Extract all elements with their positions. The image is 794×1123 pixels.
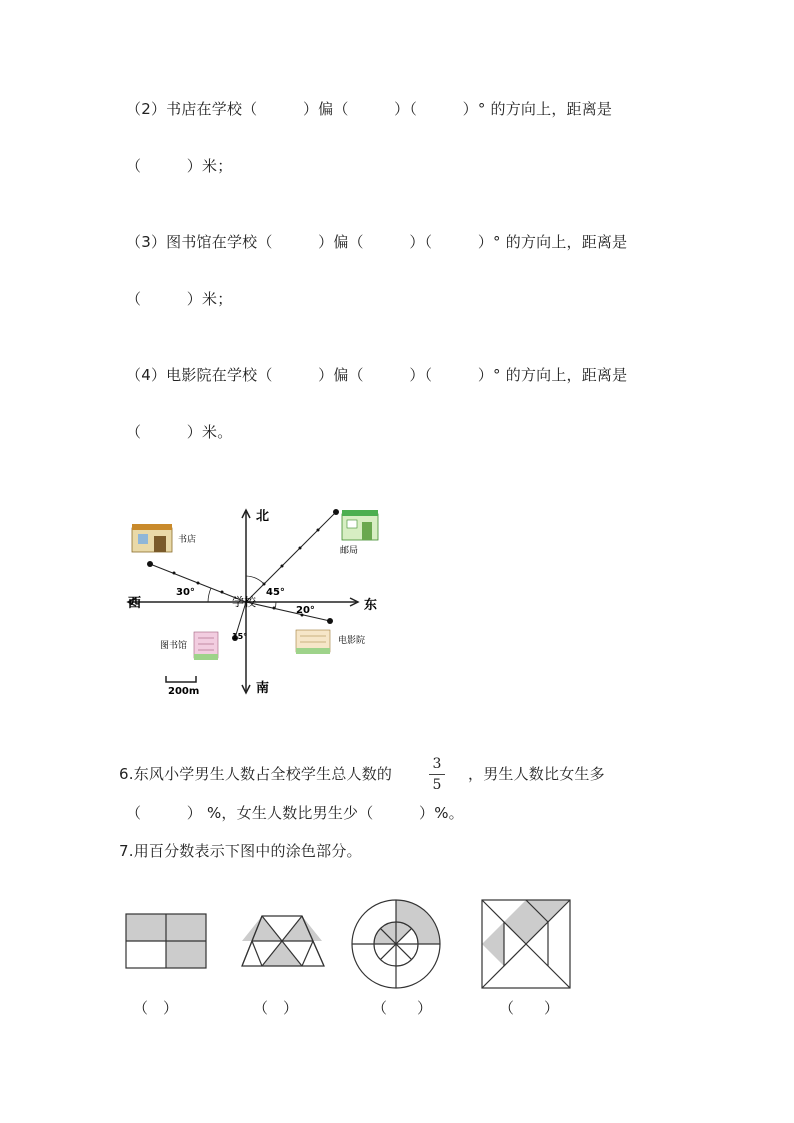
post-office-point: [333, 509, 339, 515]
scale-bar: [166, 676, 196, 682]
cinema-line: [246, 602, 330, 621]
post-office-icon: [342, 510, 378, 540]
angle-post-label: 45°: [266, 587, 285, 598]
q7-fig-trapezoid: [240, 914, 326, 968]
q7-answer-2[interactable]: （ ）: [253, 999, 299, 1017]
q5-item3-line1: （3）图书馆在学校（ ）偏（ ）（ ）° 的方向上，距离是: [126, 233, 628, 251]
q5-item4-line1: （4）电影院在学校（ ）偏（ ）（ ）° 的方向上，距离是: [126, 366, 628, 384]
cinema-icon: [296, 630, 330, 654]
q7-answer-3[interactable]: （ ）: [372, 999, 433, 1017]
q6-fraction-denominator: 5: [432, 777, 442, 793]
library-icon: [194, 632, 218, 660]
q7-fig-circles: [348, 896, 444, 992]
q5-item3-line2: （ ）米；: [126, 290, 233, 308]
q7-answer-1[interactable]: （ ）: [133, 999, 179, 1017]
south-label: 南: [256, 681, 270, 696]
q5-item4-line2: （ ）米。: [126, 423, 233, 441]
q7-title: 7.用百分数表示下图中的涂色部分。: [119, 842, 362, 860]
cinema-label: 电影院: [338, 636, 366, 646]
bookstore-icon: [132, 524, 172, 552]
bookstore-point: [147, 561, 153, 567]
q7-fig-tangram: [480, 898, 572, 990]
west-label: 西: [128, 596, 142, 611]
q7-fig-rectangle: [124, 912, 208, 970]
q6-fraction: [429, 756, 445, 793]
q6-fraction-numerator: 3: [432, 756, 442, 772]
post-office-line: [246, 512, 336, 602]
q5-item2-line2: （ ）米；: [126, 157, 233, 175]
q5-item2-line1: （2）书店在学校（ ）偏（ ）（ ）° 的方向上，距离是: [126, 100, 613, 118]
q6-line1-after: ，男生人数比女生多: [468, 765, 605, 783]
school-label: 学校: [232, 595, 257, 609]
direction-map: [118, 498, 398, 703]
q6-line2: （ ） %，女生人数比男生少（ ）%。: [126, 804, 464, 822]
north-label: 北: [256, 509, 270, 524]
angle-cinema-label: 20°: [296, 605, 315, 616]
east-label: 东: [364, 598, 378, 613]
q6-line1-before: 6.东风小学男生人数占全校学生总人数的: [119, 765, 393, 783]
angle-bookstore-label: 30°: [176, 587, 195, 598]
cinema-point: [327, 618, 333, 624]
angle-library-label: 15°: [232, 632, 248, 641]
post-office-label: 邮局: [340, 546, 359, 556]
library-label: 图书馆: [160, 641, 188, 651]
scale-label: 200m: [168, 686, 200, 697]
bookstore-label: 书店: [178, 535, 197, 545]
q7-answer-4[interactable]: （ ）: [499, 999, 560, 1017]
